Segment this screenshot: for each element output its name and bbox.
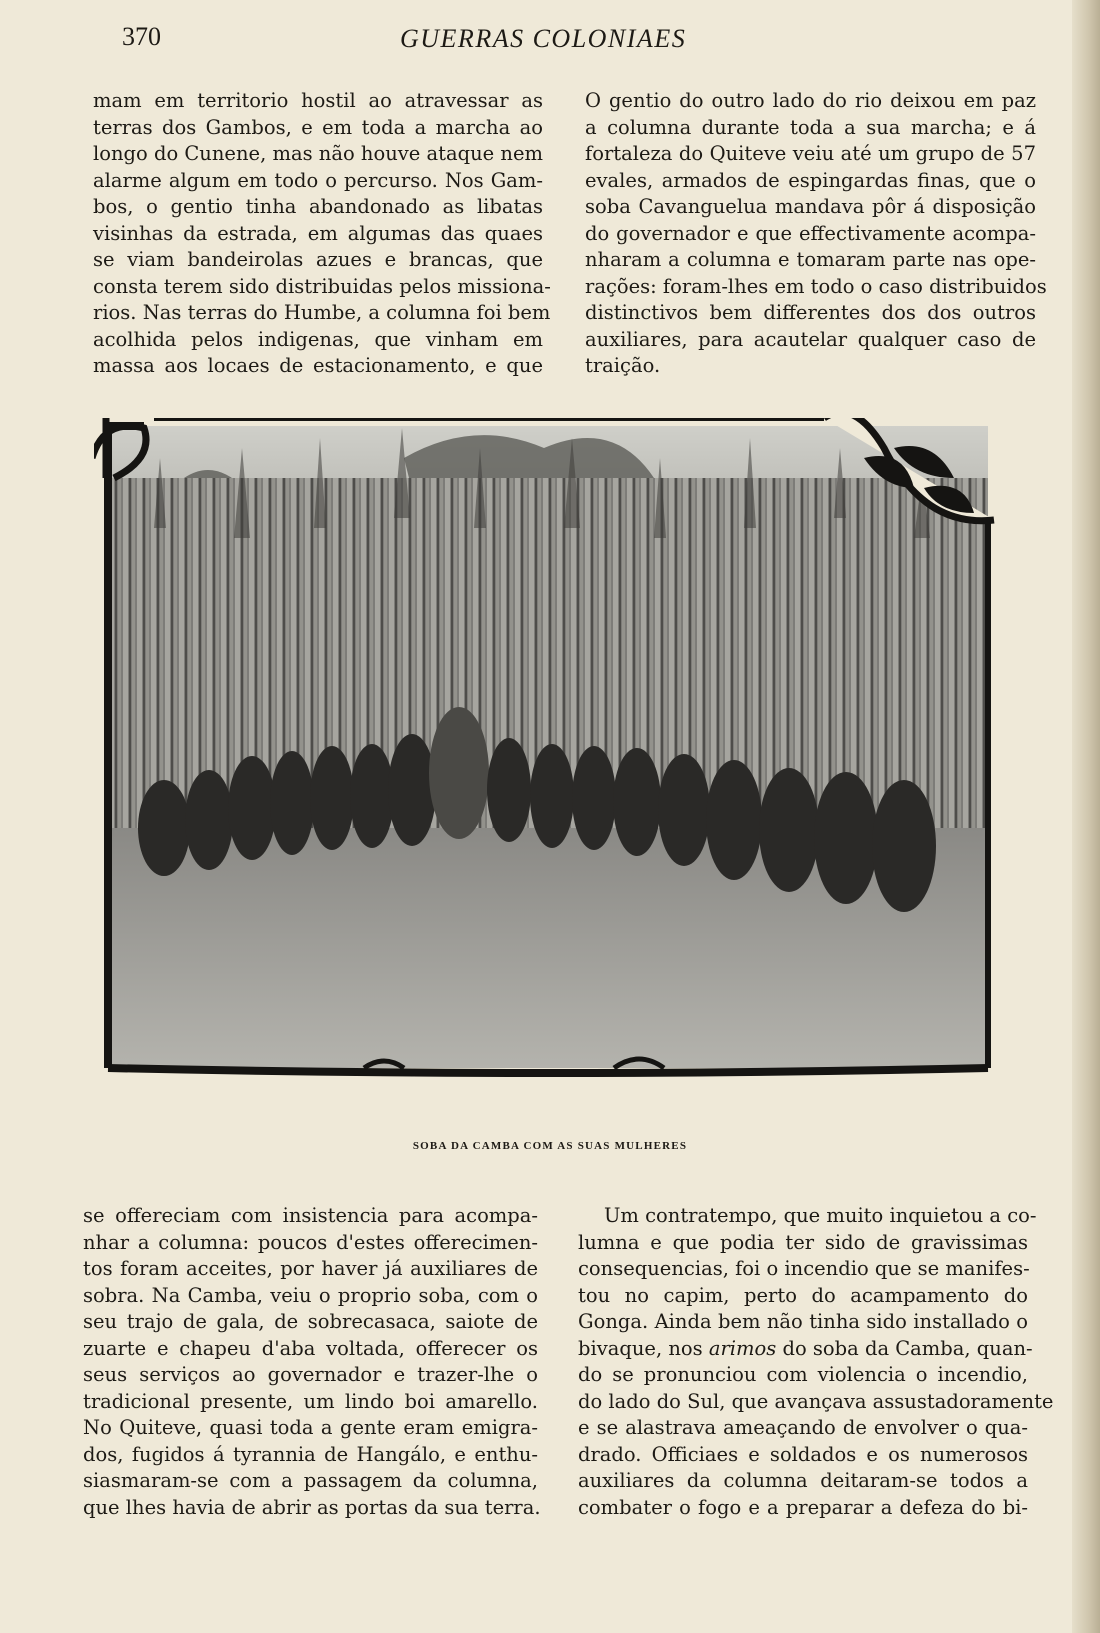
column-top-left — [93, 88, 551, 380]
text-line: consequencias, foi o incendio que se manifes- — [578, 1257, 1030, 1280]
text-line: acolhida pelos indigenas, que vinham em — [93, 327, 543, 351]
text-line: tou no capim, perto do acampamento do — [578, 1283, 1028, 1307]
text-line: que lhes havia de abrir as portas da sua terra. — [83, 1495, 541, 1519]
text-line: terras dos Gambos, e em toda a marcha ao — [93, 115, 543, 139]
text-line: soba Cavanguelua mandava pôr á disposição — [585, 195, 1036, 218]
column-top-right — [585, 88, 1047, 380]
text-line: zuarte e chapeu d'aba voltada, offerecer os — [83, 1336, 538, 1360]
text-line: Gonga. Ainda bem não tinha sido installado o — [578, 1310, 1028, 1333]
text-line: tradicional presente, um lindo boi amarello. — [83, 1389, 538, 1413]
text-line: Um contratempo, que muito inquietou a co- — [604, 1204, 1037, 1227]
text-line: massa aos locaes de estacionamento, e que — [93, 354, 543, 377]
text-line: mam em territorio hostil ao atravessar as — [93, 89, 543, 112]
text-line: do lado do Sul, que avançava assustadoramente — [578, 1389, 1054, 1413]
text-line: sobra. Na Camba, veiu o proprio soba, com o — [83, 1283, 538, 1307]
text-line: alarme algum em todo o percurso. Nos Gam- — [93, 168, 543, 192]
text-line: No Quiteve, quasi toda a gente eram emigra- — [83, 1416, 538, 1439]
text-run: do soba da Camba, quan- — [776, 1336, 1033, 1360]
text-line: do se pronunciou com violencia o incendio, — [578, 1363, 1028, 1386]
text-line: e se alastrava ameaçando de envolver o qua- — [578, 1416, 1028, 1439]
text-line: rios. Nas terras do Humbe, a columna foi bem — [93, 301, 551, 324]
text-line: combater o fogo e a preparar a defeza do bi- — [578, 1495, 1028, 1519]
text-line-with-italic — [578, 1336, 1033, 1363]
text-line: rações: foram-lhes em todo o caso distribuidos — [585, 274, 1047, 298]
page-number: 370 — [122, 22, 161, 51]
text-line: O gentio do outro lado do rio deixou em paz — [585, 89, 1036, 112]
text-line: longo do Cunene, mas não houve ataque nem — [93, 142, 543, 165]
italic-word: arimos — [708, 1336, 777, 1360]
column-bottom-right — [578, 1203, 1054, 1521]
text-line: a columna durante toda a sua marcha; e á — [585, 115, 1036, 139]
text-line: distinctivos bem differentes dos dos outros — [585, 301, 1036, 324]
text-line: se offereciam com insistencia para acompa- — [83, 1204, 538, 1227]
text-line: visinhas da estrada, em algumas das quaes — [93, 221, 543, 245]
text-line: se viam bandeirolas azues e brancas, que — [93, 248, 543, 271]
text-line: evales, armados de espingardas finas, que o — [585, 168, 1036, 192]
text-line: consta terem sido distribuidas pelos missiona- — [93, 274, 551, 298]
text-line: nharam a columna e tomaram parte nas ope- — [585, 248, 1036, 271]
text-line: do governador e que effectivamente acompa- — [585, 221, 1036, 245]
text-line: auxiliares, para acautelar qualquer caso de — [585, 327, 1036, 351]
text-line: bos, o gentio tinha abandonado as libatas — [93, 195, 543, 218]
text-line: siasmaram-se com a passagem da columna, — [83, 1469, 538, 1492]
text-line: tos foram acceites, por haver já auxiliares de — [83, 1257, 538, 1280]
text-line: traição. — [585, 354, 661, 377]
text-line: seu trajo de gala, de sobrecasaca, saiote de — [83, 1310, 538, 1333]
text-line: fortaleza do Quiteve veiu até um grupo de 57 — [585, 142, 1036, 165]
photograph — [94, 418, 1024, 1108]
photo-caption: SOBA DA CAMBA COM AS SUAS MULHERES — [412, 1140, 688, 1152]
text-line: dos, fugidos á tyrannia de Hangálo, e enthu- — [83, 1442, 538, 1466]
text-run: bivaque, nos — [578, 1336, 709, 1360]
text-line: nhar a columna: poucos d'estes offerecimen- — [83, 1230, 538, 1254]
photo-figure — [94, 418, 1024, 1108]
text-line: drado. Officiaes e soldados e os numerosos — [578, 1442, 1028, 1466]
text-line: seus serviços ao governador e trazer-lhe o — [83, 1363, 538, 1386]
running-title: GUERRAS COLONIAES — [400, 24, 687, 53]
column-bottom-left — [83, 1203, 541, 1521]
page-edge — [1072, 0, 1100, 1633]
text-line: auxiliares da columna deitaram-se todos a — [578, 1469, 1028, 1492]
text-line: lumna e que podia ter sido de gravissimas — [578, 1230, 1028, 1254]
